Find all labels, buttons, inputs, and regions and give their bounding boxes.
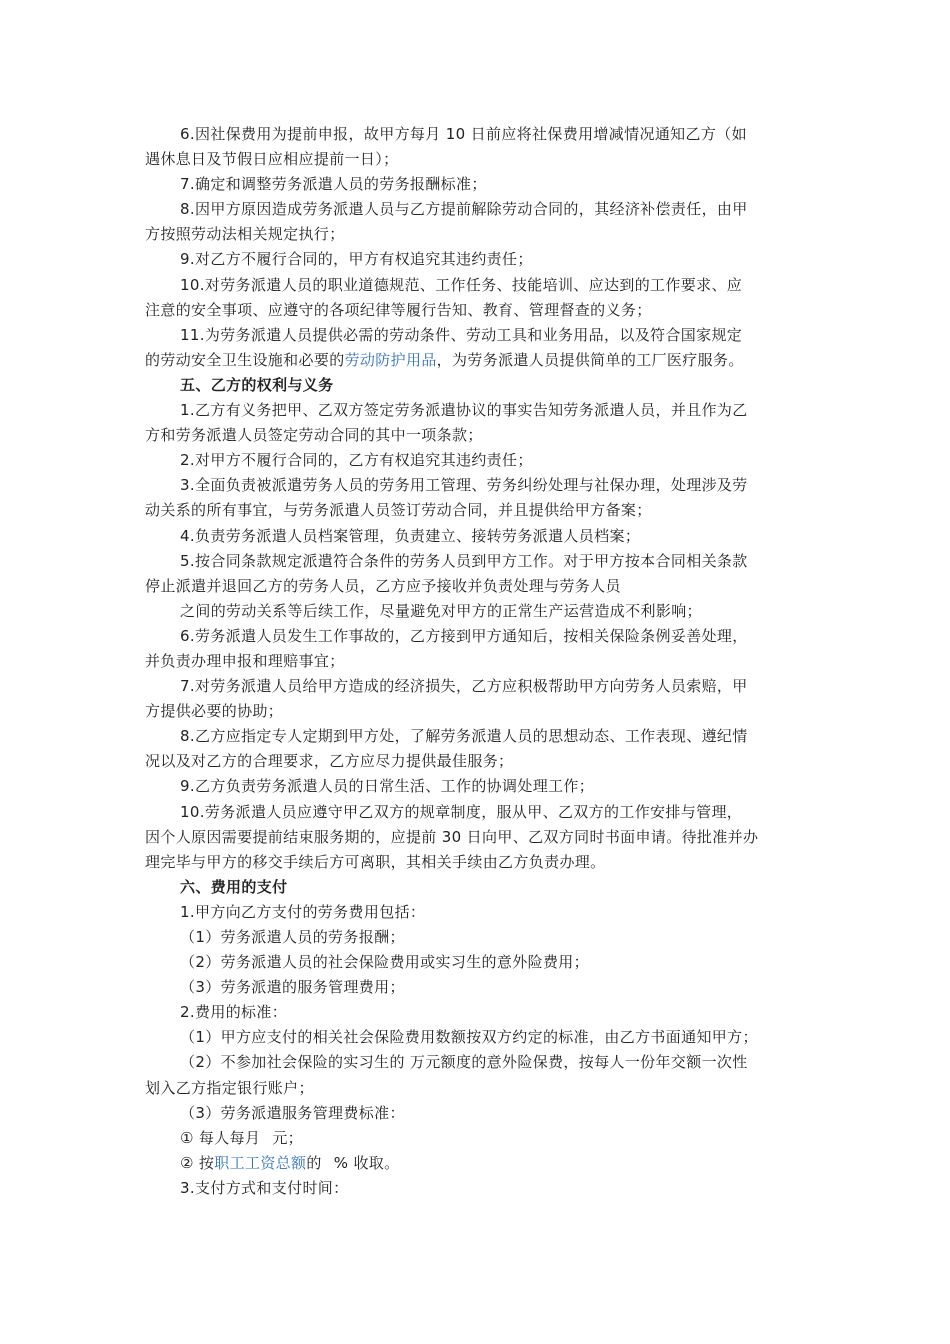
s6-clause1-post: 元； [272,1128,304,1147]
section5-heading: 五、乙方的权利与义务 [180,375,334,394]
s6-clause2-pre: ② 按 [180,1153,215,1172]
s5-item3-line1: 3.全面负责被派遣劳务人员的劳务用工管理、劳务纠纷处理与社保办理，处理涉及劳 [180,476,748,495]
s4-item9-line1: 9.对乙方不履行合同的，甲方有权追究其违约责任； [180,250,533,269]
s6-line2b-2: 划入乙方指定银行账户； [145,1078,314,1097]
s5-item6-line2: 并负责办理申报和理赔事宜； [145,651,345,670]
s4-item11-text-post: ，为劳务派遣人员提供简单的工厂医疗服务。 [436,350,744,369]
total-wage-link[interactable]: 职工工资总额 [214,1153,307,1172]
s5-item1-line2: 方和劳务派遣人员签定劳动合同的其中一项条款； [145,426,483,445]
s6-clause2-mid: 的 [306,1153,322,1172]
s6-line2a: （1）甲方应支付的相关社会保险费用数额按双方约定的标准，由乙方书面通知甲方； [180,1028,758,1047]
section6-heading: 六、费用的支付 [180,877,288,896]
s4-item8-line1: 8.因甲方原因造成劳务派遣人员与乙方提前解除劳动合同的，其经济补偿责任，由甲 [180,200,748,219]
s6-line1c: （3）劳务派遣的服务管理费用； [180,978,405,997]
s5-item2-line1: 2.对甲方不履行合同的，乙方有权追究其违约责任； [180,451,533,470]
s5-item10-line2: 因个人原因需要提前结束服务期的，应提前 30 日向甲、乙双方同时书面申请。待批准并办 [145,827,759,846]
s5-item9-line1: 9.乙方负责劳务派遣人员的日常生活、工作的协调处理工作； [180,777,595,796]
s4-item10-line1: 10.对劳务派遣人员的职业道德规范、工作任务、技能培训、应达到的工作要求、应 [180,275,743,294]
s5-item10-line1: 10.劳务派遣人员应遵守甲乙双方的规章制度，服从甲、乙双方的工作安排与管理， [180,802,743,821]
s6-line2c: （3）劳务派遣服务管理费标准： [180,1103,405,1122]
s6-line1b: （2）劳务派遣人员的社会保险费用或实习生的意外险费用； [180,953,589,972]
s4-item6-line2: 遇休息日及节假日应相应提前一日）； [145,150,399,169]
s4-item6-line1: 6.因社保费用为提前申报，故甲方每月 10 日前应将社保费用增减情况通知乙方（如 [180,125,747,143]
s6-clause1-pre: ① 每人每月 [180,1128,261,1147]
s6-line3: 3.支付方式和支付时间： [180,1178,349,1197]
s4-item10-line2: 注意的安全事项、应遵守的各项纪律等履行告知、教育、管理督查的义务； [145,300,652,319]
s5-item4-line1: 4.负责劳务派遣人员档案管理，负责建立、接转劳务派遣人员档案； [180,526,641,545]
s6-line2: 2.费用的标准： [180,1003,288,1022]
s5-item5-line2: 停止派遣并退回乙方的劳务人员，乙方应予接收并负责处理与劳务人员 [145,576,621,595]
s4-item11-line1: 11.为劳务派遣人员提供必需的劳动条件、劳动工具和业务用品，以及符合国家规定 [180,325,743,344]
s4-item11-text-pre: 的劳动安全卫生设施和必要的 [145,350,345,369]
s6-clause2-post: % 收取。 [333,1153,400,1172]
s6-line1a: （1）劳务派遣人员的劳务报酬； [180,928,405,946]
s5-item1-line1: 1.乙方有义务把甲、乙双方签定劳务派遣协议的事实告知劳务派遣人员，并且作为乙 [180,401,748,420]
labor-protection-link[interactable]: 劳动防护用品 [344,350,437,369]
s5-item8-line1: 8.乙方应指定专人定期到甲方处，了解劳务派遣人员的思想动态、工作表现、遵纪情 [180,727,748,746]
document-page [0,122,950,1201]
s5-item5-line3: 之间的劳动关系等后续工作，尽量避免对甲方的正常生产运营造成不利影响； [180,601,702,620]
s6-clause2 [0,1151,950,1176]
s5-item7-line2: 方提供必要的协助； [145,702,284,721]
s4-item8-line2: 方按照劳动法相关规定执行； [145,225,345,244]
s6-line2b-1: （2）不参加社会保险的实习生的 万元额度的意外险保费，按每人一份年交额一次性 [180,1053,748,1072]
s5-item7-line1: 7.对劳务派遣人员给甲方造成的经济损失，乙方应积极帮助甲方向劳务人员索赔，甲 [180,677,748,696]
s5-item6-line1: 6.劳务派遣人员发生工作事故的，乙方接到甲方通知后，按相关保险条例妥善处理， [180,626,748,645]
s6-clause1 [0,1126,950,1151]
s5-item10-line3: 理完毕与甲方的移交手续后方可离职，其相关手续由乙方负责办理。 [145,852,606,871]
s4-item7-line1: 7.确定和调整劳务派遣人员的劳务报酬标准； [180,175,487,194]
s5-item3-line2: 动关系的所有事宜，与劳务派遣人员签订劳动合同，并且提供给甲方备案； [145,501,652,520]
s6-line1: 1.甲方向乙方支付的劳务费用包括： [180,902,426,921]
s5-item5-line1: 5.按合同条款规定派遣符合条件的劳务人员到甲方工作。对于甲方按本合同相关条款 [180,551,748,570]
s5-item8-line2: 况以及对乙方的合理要求，乙方应尽力提供最佳服务； [145,752,514,771]
s4-item11-line2 [0,348,950,373]
